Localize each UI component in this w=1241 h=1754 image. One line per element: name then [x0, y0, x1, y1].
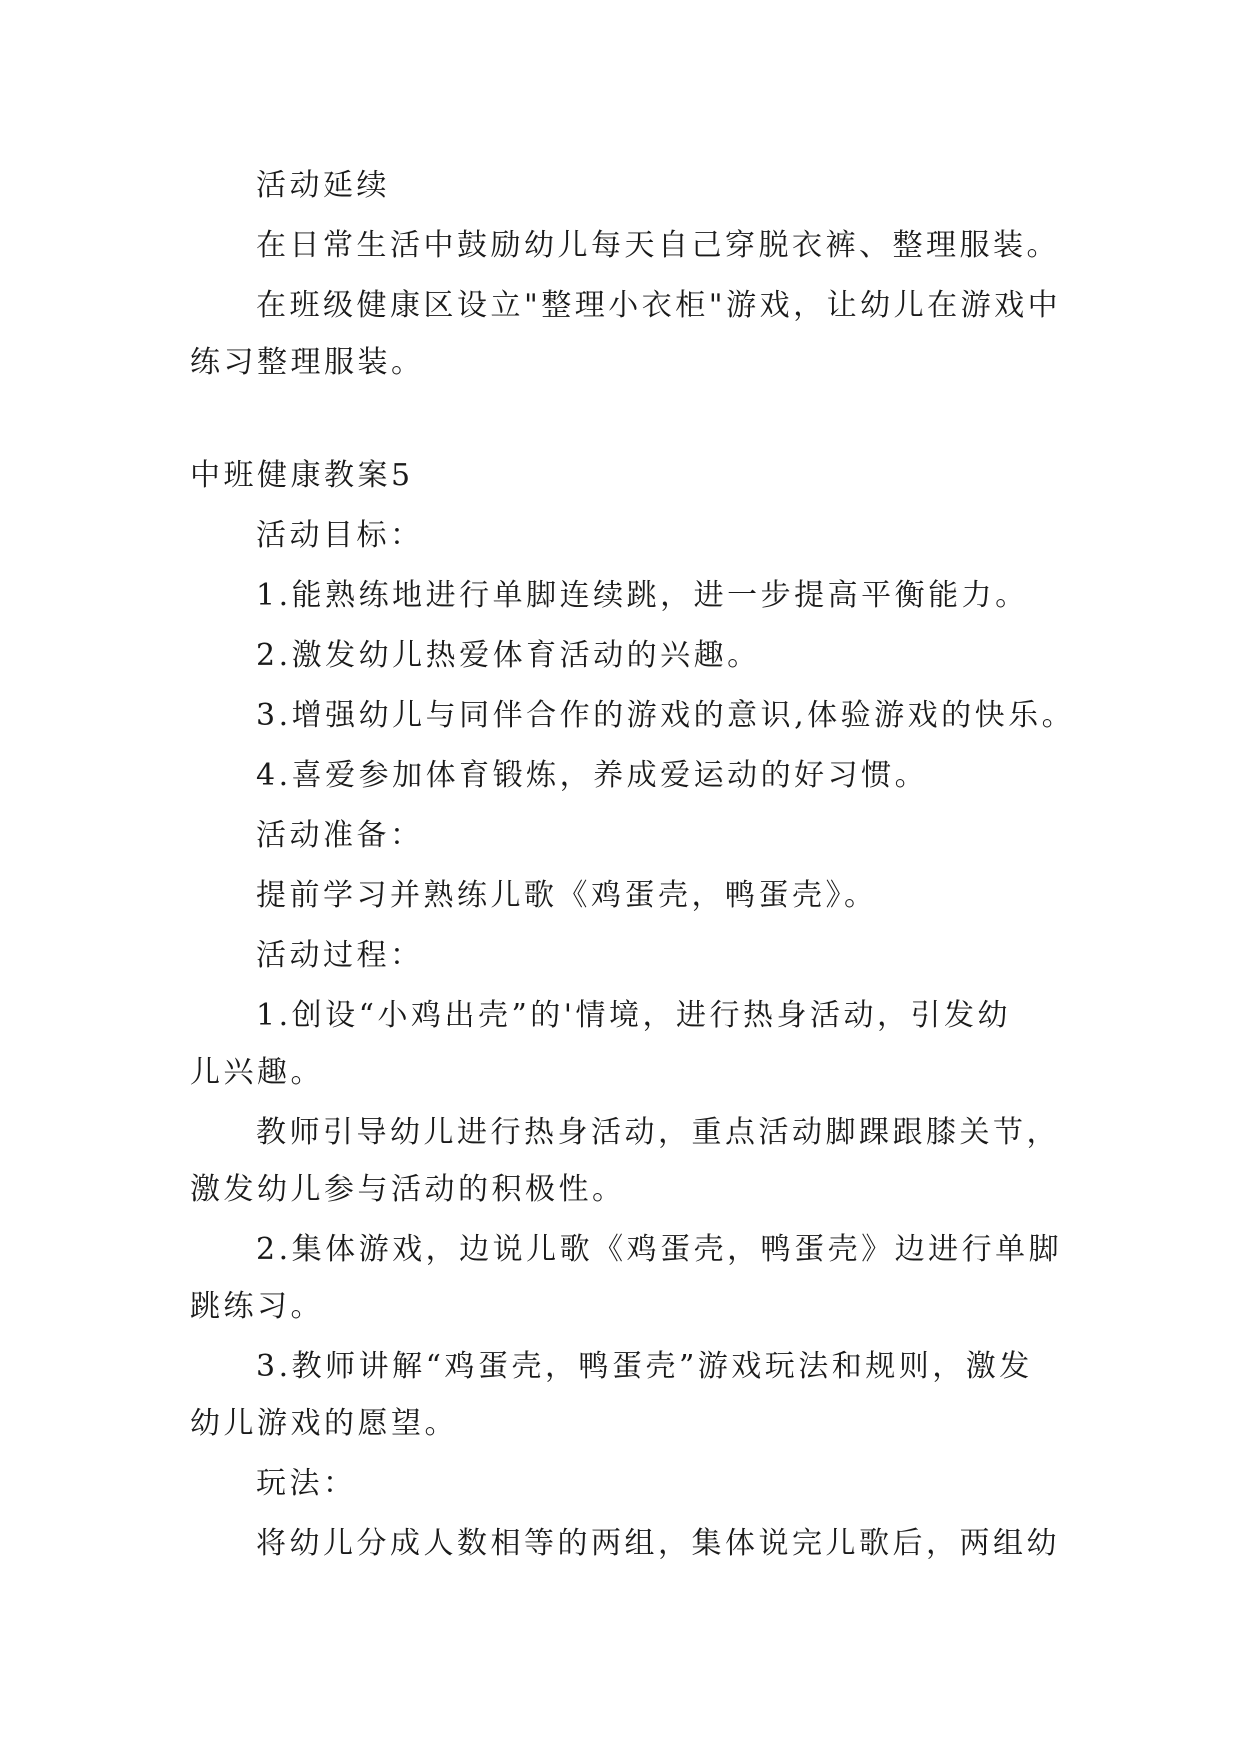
process-step: 2.集体游戏，边说儿歌《鸡蛋壳，鸭蛋壳》边进行单脚: [256, 1232, 1063, 1267]
process-step-continuation: 儿兴趣。: [190, 1055, 324, 1090]
lesson-title: 中班健康教案5: [190, 458, 414, 493]
process-step-detail-continuation: 激发幼儿参与活动的积极性。: [190, 1172, 626, 1207]
goal-item: 4.喜爱参加体育锻炼，养成爱运动的好习惯。: [256, 758, 929, 793]
process-step-continuation: 跳练习。: [190, 1289, 324, 1324]
prep-text: 提前学习并熟练儿歌《鸡蛋壳，鸭蛋壳》。: [256, 878, 878, 913]
paragraph: 在日常生活中鼓励幼儿每天自己穿脱衣裤、整理服装。: [256, 228, 1060, 263]
play-text: 将幼儿分成人数相等的两组，集体说完儿歌后，两组幼: [256, 1526, 1060, 1561]
goal-item: 3.增强幼儿与同伴合作的游戏的意识,体验游戏的快乐。: [256, 698, 1076, 733]
process-step: 1.创设“小鸡出壳”的'情境，进行热身活动，引发幼: [256, 998, 1012, 1033]
section-heading-activity-extension: 活动延续: [256, 168, 390, 203]
process-heading: 活动过程：: [256, 938, 424, 973]
process-step-detail: 教师引导幼儿进行热身活动，重点活动脚踝跟膝关节，: [256, 1115, 1060, 1150]
paragraph: 在班级健康区设立"整理小衣柜"游戏，让幼儿在游戏中: [256, 288, 1062, 323]
process-step-continuation: 幼儿游戏的愿望。: [190, 1406, 458, 1441]
process-step: 3.教师讲解“鸡蛋壳，鸭蛋壳”游戏玩法和规则，激发: [256, 1349, 1033, 1384]
prep-heading: 活动准备：: [256, 818, 424, 853]
play-heading: 玩法：: [256, 1466, 357, 1501]
paragraph-continuation: 练习整理服装。: [190, 345, 425, 380]
goal-item: 2.激发幼儿热爱体育活动的兴趣。: [256, 638, 761, 673]
goals-heading: 活动目标：: [256, 518, 424, 553]
goal-item: 1.能熟练地进行单脚连续跳，进一步提高平衡能力。: [256, 578, 1029, 613]
